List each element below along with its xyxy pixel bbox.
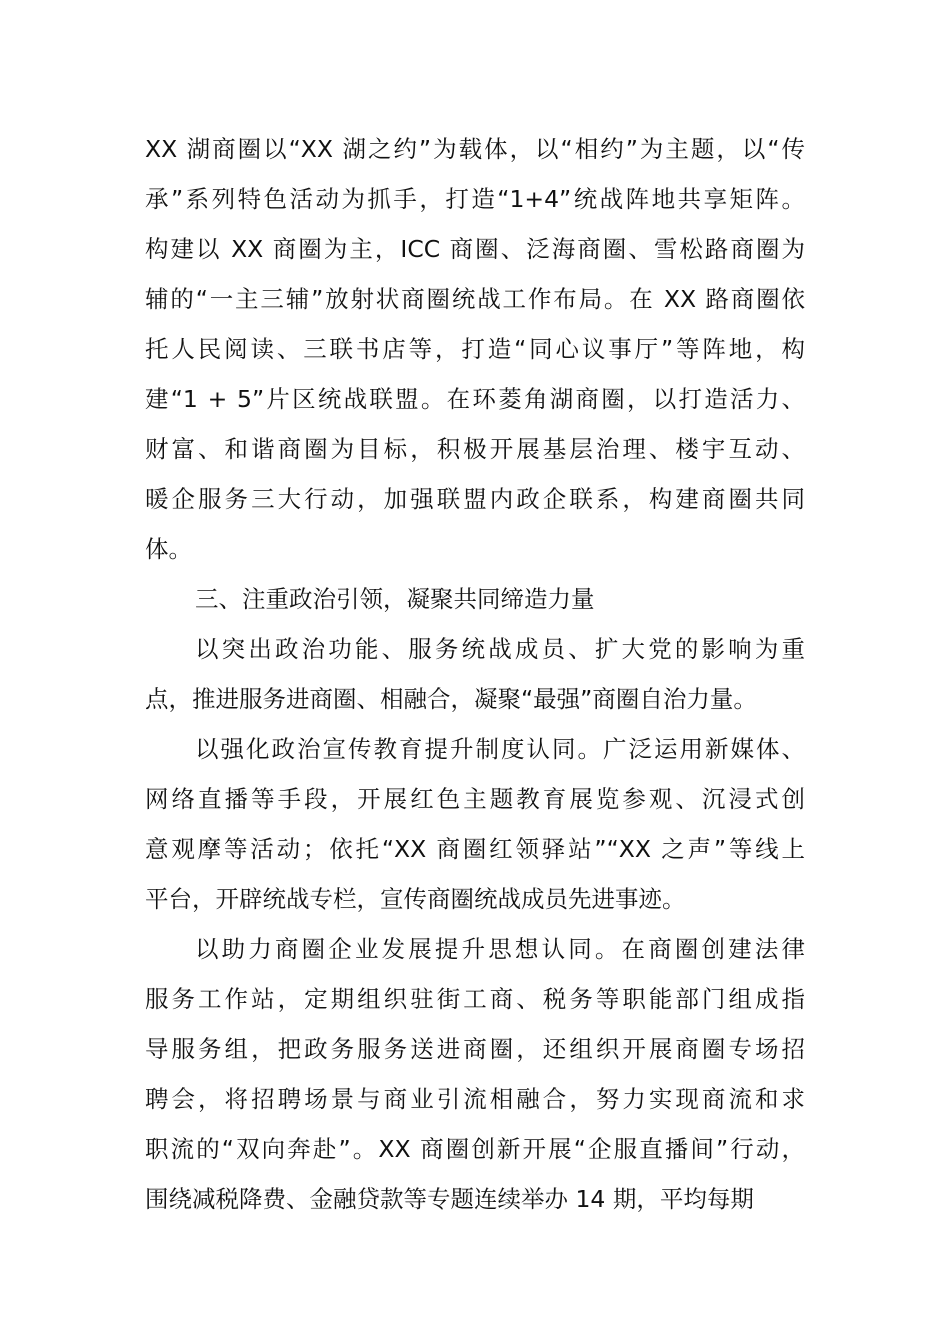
document-page <box>145 124 805 1224</box>
text-line: 围绕减税降费、金融贷款等专题连续举办 14 期，平均每期 <box>145 1185 754 1213</box>
text-line: 点，推进服务进商圈、相融合，凝聚“最强”商圈自治力量。 <box>145 685 757 713</box>
text-line: 平台，开辟统战专栏，宣传商圈统战成员先进事迹。 <box>145 885 686 913</box>
text-line: 职流的“双向奔赴”。XX 商圈创新开展“企服直播间”行动， <box>145 1135 805 1163</box>
text-line: 服务工作站，定期组织驻街工商、税务等职能部门组成指 <box>145 985 805 1013</box>
text-line: 承”系列特色活动为抓手，打造“1+4”统战阵地共享矩阵。 <box>145 185 805 213</box>
text-line: 体。 <box>145 535 192 563</box>
text-line: 构建以 XX 商圈为主，ICC 商圈、泛海商圈、雪松路商圈为 <box>145 235 805 263</box>
text-line: 网络直播等手段，开展红色主题教育展览参观、沉浸式创 <box>145 785 805 813</box>
paragraph <box>145 624 805 724</box>
section-heading <box>145 574 805 624</box>
text-line: 以助力商圈企业发展提升思想认同。在商圈创建法律 <box>195 935 805 963</box>
text-line: 导服务组，把政务服务送进商圈，还组织开展商圈专场招 <box>145 1035 805 1063</box>
paragraph <box>145 724 805 924</box>
paragraph <box>145 124 805 574</box>
text-line: 以突出政治功能、服务统战成员、扩大党的影响为重 <box>195 635 805 663</box>
text-line: 聘会，将招聘场景与商业引流相融合，努力实现商流和求 <box>145 1085 805 1113</box>
text-line: 辅的“一主三辅”放射状商圈统战工作布局。在 XX 路商圈依 <box>145 285 805 313</box>
text-line: 建“1 + 5”片区统战联盟。在环菱角湖商圈，以打造活力、 <box>145 385 805 413</box>
text-line: 意观摩等活动；依托“XX 商圈红领驿站”“XX 之声”等线上 <box>145 835 805 863</box>
paragraph <box>145 924 805 1224</box>
text-line: XX 湖商圈以“XX 湖之约”为载体，以“相约”为主题，以“传 <box>145 135 805 163</box>
text-line: 暖企服务三大行动，加强联盟内政企联系，构建商圈共同 <box>145 485 805 513</box>
text-line: 三、注重政治引领，凝聚共同缔造力量 <box>195 585 595 613</box>
text-line: 以强化政治宣传教育提升制度认同。广泛运用新媒体、 <box>195 735 805 763</box>
text-line: 托人民阅读、三联书店等，打造“同心议事厅”等阵地，构 <box>145 335 805 363</box>
text-line: 财富、和谐商圈为目标，积极开展基层治理、楼宇互动、 <box>145 435 805 463</box>
